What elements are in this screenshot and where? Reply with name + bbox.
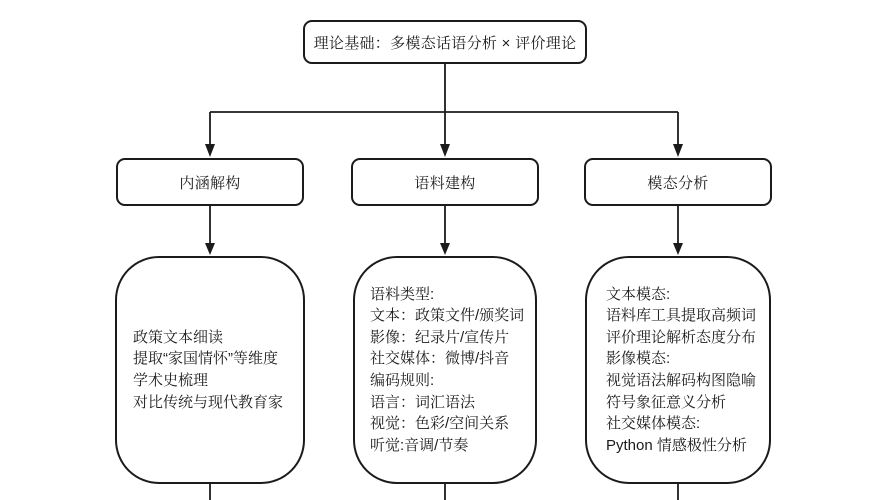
detail-line: 语料类型:	[370, 285, 435, 303]
detail-line: 编码规则:	[370, 372, 435, 389]
detail-line: 社交媒体模态:	[606, 415, 701, 433]
detail-line: 评价理论解析态度分布	[606, 328, 757, 346]
detail-line: 视觉语法解码构图隐喻	[606, 372, 757, 389]
detail-line: 语料库工具提取高频词	[606, 307, 757, 325]
detail-line: 语言：词汇语法	[370, 393, 476, 411]
detail-line: 学术史梳理	[133, 372, 209, 389]
root-node-label: 理论基础：多模态话语分析 × 评价理论	[313, 34, 577, 52]
root-node-theory-basis	[303, 20, 587, 64]
detail-line: 文本模态:	[606, 285, 671, 303]
detail-line: 社交媒体：微博/抖音	[370, 350, 510, 368]
detail-line: 政策文本细读	[133, 328, 224, 346]
detail-line: 提取“家国情怀”等维度	[133, 350, 278, 368]
arrowhead-down-icon	[440, 144, 450, 157]
detail-line: 影像：纪录片/宣传片	[370, 328, 510, 346]
detail-line: 文本：政策文件/颁奖词	[370, 307, 525, 325]
arrowhead-down-icon	[205, 144, 215, 157]
detail-node-connotation-deconstruction	[115, 256, 305, 484]
detail-line: Python 情感极性分析	[606, 436, 747, 454]
arrowhead-down-icon	[205, 243, 215, 255]
arrowhead-down-icon	[673, 243, 683, 255]
detail-line: 听觉:音调/节奏	[370, 436, 469, 454]
detail-line: 对比传统与现代教育家	[133, 393, 284, 411]
detail-line: 影像模态:	[606, 350, 671, 368]
detail-line: 视觉：色彩/空间关系	[370, 415, 510, 433]
detail-line: 符号象征意义分析	[606, 393, 727, 411]
arrowhead-down-icon	[673, 144, 683, 157]
branch-node-label: 内涵解构	[179, 174, 241, 192]
branch-node-label: 模态分析	[647, 174, 709, 192]
branch-node-modality-analysis	[584, 158, 772, 206]
branch-node-corpus-construction	[351, 158, 539, 206]
branch-node-label: 语料建构	[414, 174, 476, 192]
branch-node-connotation-deconstruction	[116, 158, 304, 206]
arrowhead-down-icon	[440, 243, 450, 255]
detail-node-corpus-construction	[353, 256, 537, 484]
detail-node-modality-analysis	[585, 256, 771, 484]
